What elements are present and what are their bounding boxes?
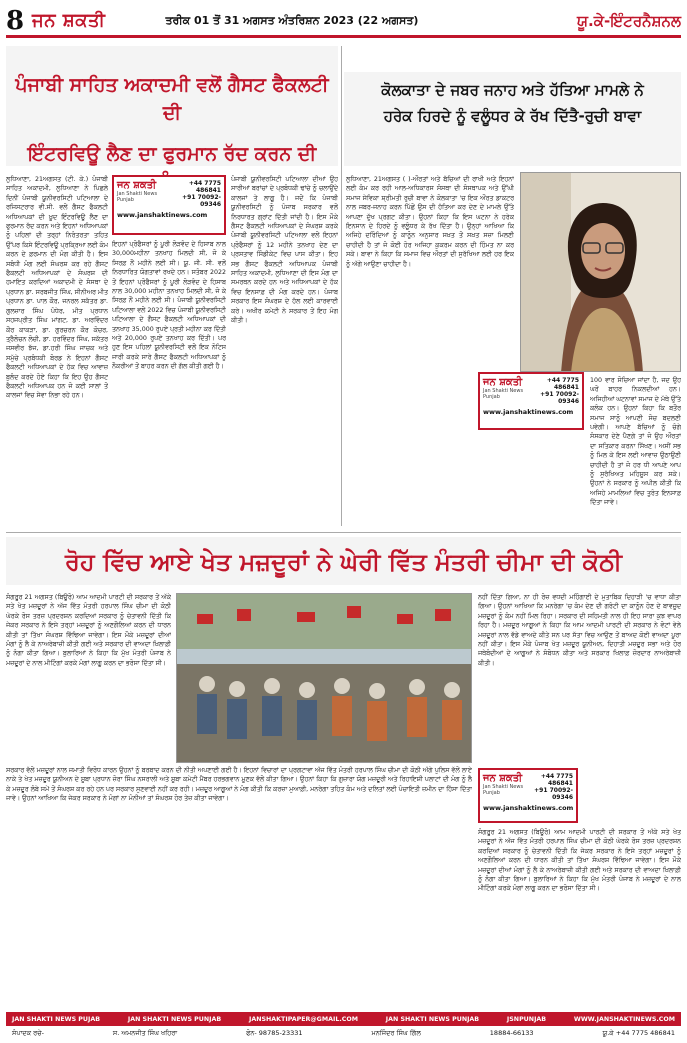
footer-instagram-link[interactable]: JAN SHAKTI NEWS PUNJAB <box>385 1015 480 1023</box>
ad-phone-india: +91 70092-09346 <box>534 787 573 801</box>
story3-col3-text: ਨਹੀਂ ਦਿੱਤਾ ਗਿਆ, ਨਾ ਹੀ ਰੋਜ਼ ਵਧਦੀ ਮਹਿੰਗਾਈ ਦੇ ਮੁਤਾਬਿਕ ਦਿਹਾੜੀ 'ਚ ਵਾਧਾ ਕੀਤਾ ਗਿਆ। ਉਹਨਾਂ ਆਖਿਆ ਕਿ ਮਨਰੇਗਾ 'ਚ ਕੰਮ ਦੇਣ ਦੀ ਗਰੰਟੀ ਦਾ ਕਾਨੂੰਨ ਹੋਣ ਦੇ ਬਾਵਜੂਦ ਮਜ਼ਦੂਰਾਂ ਨੂੰ ਕੰਮ ਨਹੀਂ ਮਿਲ ਰਿਹਾ। ਸਰਕਾਰ ਦੀ ਸਹਿਮਤੀ ਨਾਲ ਹੀ ਇਹ ਸਾਰਾ ਕੁਝ ਵਾਪਰ ਰਿਹਾ ਹੈ। ਮਜ਼ਦੂਰ ਆਗੂਆਂ ਨੇ ਕਿਹਾ ਕਿ ਆਮ ਆਦਮੀ ਪਾਰਟੀ ਦੀ ਸਰਕਾਰ ਨੇ ਵੋਟਾਂ ਵੇਲੇ ਮਜ਼ਦੂਰਾਂ ਨਾਲ ਵੱਡੇ ਵਾਅਦੇ ਕੀਤੇ ਸਨ ਪਰ ਸੱਤਾ ਵਿਚ ਆਉਣ ਤੋਂ ਬਾਅਦ ਕੋਈ ਵਾਅਦਾ ਪੂਰਾ ਨਹੀਂ ਕੀਤਾ। ਇਸ ਮੌਕੇ ਪੰਜਾਬ ਖੇਤ ਮਜ਼ਦੂਰ ਯੂਨੀਅਨ, ਦਿਹਾਤੀ ਮਜ਼ਦੂਰ ਸਭਾ ਅਤੇ ਹੋਰ ਜਥੇਬੰਦੀਆਂ ਦੇ ਆਗੂਆਂ ਨੇ ਸੰਬੋਧਨ ਕੀਤਾ ਅਤੇ ਸਰਕਾਰ ਖਿਲਾਫ਼ ਜ਼ੋਰਦਾਰ ਨਾਅਰੇਬਾਜ਼ੀ ਕੀਤੀ। <box>478 594 681 667</box>
story3-col4-text: ਸੰਗਰੂਰ 21 ਅਗਸਤ (ਬਿਊਰੋ) ਆਮ ਆਦਮੀ ਪਾਰਟੀ ਦੀ ਸਰਕਾਰ ਤੋਂ ਅੱਕੇ ਸਤੇ ਖੇਤ ਮਜ਼ਦੂਰਾਂ ਨੇ ਅੱਜ ਵਿੱਤ ਮੰਤਰੀ ਹਰਪਾਲ ਸਿੰਘ ਚੀਮਾ ਦੀ ਕੋਠੀ ਘੇਰਕੇ ਰੋਸ ਤਰਜ਼ ਪ੍ਰਦਰਸ਼ਨ ਕਰਦਿਆਂ ਸਰਕਾਰ ਨੂੰ ਚੇਤਾਵਨੀ ਦਿੱਤੀ ਕਿ ਜੇਕਰ ਸਰਕਾਰ ਨੇ ਇਸੇ ਤਰ੍ਹਾਂ ਮਜ਼ਦੂਰਾਂ ਨੂੰ ਅਣਗੌਲਿਆਂ ਕਰਨ ਦੀ ਧਾਰਨ ਕੀਤੀ ਤਾਂ ਤਿੱਖਾ ਸੰਘਰਸ਼ ਵਿੱਢਿਆ ਜਾਵੇਗਾ। ਇਸ ਮੌਕੇ ਮਜ਼ਦੂਰਾਂ ਦੀਆਂ ਮੰਗਾਂ ਨੂੰ ਲੈ ਕੇ ਨਾਅਰੇਬਾਜ਼ੀ ਕੀਤੀ ਗਈ ਅਤੇ ਸਰਕਾਰ ਦੀ ਵਾਅਦਾ ਖ਼ਿਲਾਫ਼ੀ ਨੂੰ ਨੰਗਾ ਕੀਤਾ ਗਿਆ। ਬੁਲਾਰਿਆਂ ਨੇ ਕਿਹਾ ਕਿ ਮੁੱਖ ਮੰਤਰੀ ਪੰਜਾਬ ਨੇ ਮਜ਼ਦੂਰਾਂ ਦੇ ਨਾਲ ਮੀਟਿੰਗਾਂ ਕਰਕੇ ਮੰਗਾਂ ਲਾਗੂ ਕਰਨ ਦਾ ਭਰੋਸਾ ਦਿੱਤਾ ਸੀ। <box>478 829 681 893</box>
ad-subtitle: Jan Shakti News Punjab <box>483 388 524 400</box>
footer-editor-label: ਸੰਪਾਦਕ ਰਚੇ- <box>12 1028 44 1037</box>
page-number: 8 <box>6 5 25 36</box>
ad-phone-india: +91 70092-09346 <box>540 391 579 405</box>
footer-website-link[interactable]: WWW.JANSHAKTINEWS.COM <box>573 1015 675 1023</box>
story1-headline-box <box>6 46 338 166</box>
ad-url: www.janshaktinews.com <box>483 408 574 416</box>
story2-headline-line1: ਕੋਲਕਾਤਾ ਦੇ ਜਬਰ ਜਨਾਹ ਅਤੇ ਹੱਤਿਆ ਮਾਮਲੇ ਨੇ <box>381 81 644 99</box>
edition-label: ਯੂ.ਕੇ-ਇੰਟਰਨੈਸ਼ਨਲ <box>577 11 681 30</box>
story1-col2-text: ਇਹਨਾਂ ਪ੍ਰੋਫੈਸਰਾਂ ਨੂੰ ਪੂਰੀ ਲੋੜਵੰਦ ਦੇ ਹਿਸਾਬ ਨਾਲ 30,000ਮਹੀਨਾ ਤਨਖਾਹ ਮਿਲਦੀ ਸੀ, ਜੋ ਕੇ ਸਿਰਫ਼ ਨੌਂ ਮਹੀਨੇ ਲਈ ਸੀ। ਯੂ. ਜੀ. ਸੀ. ਵਲੋਂ ਨਿਰਧਾਰਿਤ ਯੋਗਤਾਵਾਂ ਰਖਦੇ ਹਨ। ਸਤੰਬਰ 2022 ਤੋਂ ਇਹਨਾਂ ਪ੍ਰੋਫੈਸਰਾਂ ਨੂੰ ਪੂਰੀ ਲੋੜਵੰਦ ਦੇ ਹਿਸਾਬ ਨਾਲ 30,000 ਮਹੀਨਾ ਤਨਖਾਹ ਮਿਲਦੀ ਸੀ, ਜੋ ਕੇ ਸਿਰਫ਼ ਨੌਂ ਮਹੀਨੇ ਲਈ ਸੀ। ਪੰਜਾਬੀ ਯੂਨੀਵਰਸਿਟੀ ਪਟਿਆਲਾ ਵਲੋਂ 2022 ਵਿਚ ਪੰਜਾਬੀ ਯੂਨੀਵਰਸਿਟੀ ਪਟਿਆਲਾ ਦੇ ਗੈਸਟ ਫੈਕਲਟੀ ਅਧਿਆਪਕਾਂ ਦੀ ਤਨਖਾਹ 35,000 ਰੁਪਏ ਪ੍ਰਤੀ ਮਹੀਨਾ ਕਰ ਦਿੱਤੀ ਅਤੇ 20,000 ਰੁਪਏ ਤਨਖਾਹ ਕਰ ਦਿੱਤੀ। ਪਰ ਹੁਣ ਇਸ ਪਹਿਲਾਂ ਯੂਨੀਵਰਸਿਟੀ ਵਲੋਂ ਇਕ ਨੋਟਿਸ ਜਾਰੀ ਕਰਕੇ ਸਾਰੇ ਗੈਸਟ ਫੈਕਲਟੀ ਅਧਿਆਪਕਾਂ ਨੂੰ ਨੌਕਰੀਆਂ ਤੋਂ ਬਾਹਰ ਕਰਨ ਦੀ ਗੱਲ ਕੀਤੀ ਗਈ ਹੈ। <box>112 241 226 371</box>
story1-col1-text: ਲੁਧਿਆਣਾ, 21ਅਗਸਤ (ਟੀ. ਕੇ.) ਪੰਜਾਬੀ ਸਾਹਿਤ ਅਕਾਦਮੀ, ਲੁਧਿਆਣਾ ਨੇ ਪਿਛਲੇ ਦਿਨੀਂ ਪੰਜਾਬੀ ਯੂਨੀਵਰਸਿਟੀ ਪਟਿਆਲਾ ਦੇ ਰਜਿਸਟਰਾਰ ਵੀ.ਸੀ. ਵਲੋਂ ਗੈਸਟ ਫੈਕਲਟੀ ਅਧਿਆਪਕਾਂ ਦੀ ਖ਼ੂਦ ਇੰਟਰਵਿਊ ਲੈਣ ਦਾ ਫੁਰਮਾਨ ਰੱਦ ਕਰਨ ਅਤੇ ਇਹਨਾਂ ਅਧਿਆਪਕਾਂ ਨੂੰ ਪਹਿਲਾਂ ਦੀ ਤਰ੍ਹਾਂ ਨਿਰੰਤਰਤਾ ਤਹਿਤ ਉੱਪਰ ਕਿਸੇ ਇੰਟਰਵਿਊ ਪ੍ਰਕ੍ਰਿਆ ਲਈ ਕੰਮ ਕਰਨ ਦੇ ਫ਼ਰਮਾਨ ਦੀ ਮੰਗ ਕੀਤੀ ਹੈ। ਇਸ ਸਬੰਧੀ ਮੰਗ ਲਈ ਸੰਘਰਸ਼ ਕਰ ਰਹੇ ਗੈਸਟ ਫੈਕਲਟੀ ਅਧਿਆਪਕਾਂ ਦੇ ਸੰਘਰਸ਼ ਦੀ ਹਮਾਇਤ ਕਰਦਿਆਂ ਅਕਾਦਮੀ ਦੇ ਸੰਸਥਾ ਦੇ ਪ੍ਰਧਾਨ ਡਾ. ਸਰਬਜੀਤ ਸਿੰਘ, ਸੀਨੀਅਰ ਮੀਤ ਪ੍ਰਧਾਨ ਡਾ. ਪਾਲ ਕੌਰ, ਜਨਰਲ ਸਕੱਤਰ ਡਾ. ਗੁਲਜ਼ਾਰ ਸਿੰਘ ਪੰਧੇਰ, ਮੀਤ ਪ੍ਰਧਾਨ ਸਹਜਪ੍ਰੀਤ ਸਿੰਘ ਮਾਂਗਟ, ਡਾ. ਅਰਵਿੰਦਰ ਕੌਰ ਕਾਕੜਾ, ਡਾ. ਗੁਰਚਰਨ ਕੌਰ ਕੋਚਰ, ਤ੍ਰੈਲੋਚਨ ਲੋਚੀ, ਡਾ. ਹਰਵਿੰਦਰ ਸਿੰਘ, ਸਕੱਤਰ ਜਸਵੀਰ ਝੱਜ, ਡਾ.ਹਰੀ ਸਿੰਘ ਜਾਚਕ ਅਤੇ ਸਮੁੱਚੇ ਪ੍ਰਬੰਧਕੀ ਬੋਰਡ ਨੇ ਇਹਨਾਂ ਗੈਸਟ ਫੈਕਲਟੀ ਅਧਿਆਪਕਾਂ ਦੇ ਹੱਕ ਵਿਚ ਆਵਾਜ਼ ਬੁਲੰਦ ਕਰਦੇ ਹੋਏ ਕਿਹਾ ਕਿ ਇਹ ਉਹ ਗੈਸਟ ਫੈਕਲਟੀ ਅਧਿਆਪਕ ਹਨ ਜੋ ਕਈ ਸਾਲਾਂ ਤੋਂ ਕਾਲਜਾਂ ਵਿਚ ਸੇਵਾ ਨਿਭਾ ਰਹੇ ਹਨ। <box>6 176 108 400</box>
masthead <box>6 6 681 38</box>
story2-col1-text: ਲੁਧਿਆਣਾ, 21ਅਗਸਤ ( )-ਔਰਤਾਂ ਅਤੇ ਬੱਚਿਆਂ ਦੀ ਰਾਖੀ ਅਤੇ ਇਹਨਾਂ ਲਈ ਕੰਮ ਕਰ ਰਹੀ ਆਲ-ਅਧਿਕਾਰਸ ਸੰਸਥਾ ਦੀ ਸੰਸਥਾਪਕ ਅਤੇ ਉੱਘੀ ਸਮਾਜ ਸੇਵਿਕਾ ਸ਼੍ਰੀਮਤੀ ਰੁਚੀ ਬਾਵਾ ਨੇ ਕੋਲਕਾਤਾ 'ਚ ਇਕ ਔਰਤ ਡਾਕਟਰ ਨਾਲ ਜਬਰ-ਜਨਾਹ ਕਰਨ ਪਿੱਛੋਂ ਉਸ ਦੀ ਹੱਤਿਆ ਕਰ ਦੇਣ ਦੇ ਮਾਮਲੇ ਉੱਤੇ ਆਪਣਾ ਦੁੱਖ ਪ੍ਰਗਟ ਕੀਤਾ। ਉਹਨਾਂ ਕਿਹਾ ਕਿ ਇਸ ਘਟਨਾ ਨੇ ਹਰੇਕ ਇਨਸਾਨ ਦੇ ਹਿਰਦੇ ਨੂੰ ਵਲੂੰਧਰ ਕੇ ਰੱਖ ਦਿੱਤਾ ਹੈ। ਉਨ੍ਹਾਂ ਆਖਿਆ ਕਿ ਅਜਿਹੇ ਦਰਿੰਦਿਆਂ ਨੂੰ ਕਾਨੂੰਨ ਅਨੁਸਾਰ ਸਖ਼ਤ ਤੋਂ ਸਖ਼ਤ ਸਜ਼ਾ ਮਿਲਣੀ ਚਾਹੀਦੀ ਹੈ ਤਾਂ ਜੋ ਕੋਈ ਹੋਰ ਅਜਿਹਾ ਕੁਕਰਮ ਕਰਨ ਦੀ ਹਿੰਮਤ ਨਾ ਕਰ ਸਕੇ। ਬਾਵਾ ਨੇ ਕਿਹਾ ਕਿ ਸਮਾਜ ਵਿਚ ਔਰਤਾਂ ਦੀ ਸੁਰੱਖਿਆ ਲਈ ਹਰ ਇਕ ਨੂੰ ਅੱਗੇ ਆਉਣਾ ਚਾਹੀਦਾ ਹੈ। <box>346 176 514 268</box>
story1-headline-line1: ਪੰਜਾਬੀ ਸਾਹਿਤ ਅਕਾਦਮੀ ਵਲੋਂ ਗੈਸਟ ਫੈਕਲਟੀ ਦੀ <box>15 74 329 124</box>
story3-col1-text: ਸੰਗਰੂਰ 21 ਅਗਸਤ (ਬਿਊਰੋ) ਆਮ ਆਦਮੀ ਪਾਰਟੀ ਦੀ ਸਰਕਾਰ ਤੋਂ ਅੱਕੇ ਸਤੇ ਖੇਤ ਮਜ਼ਦੂਰਾਂ ਨੇ ਅੱਜ ਵਿੱਤ ਮੰਤਰੀ ਹਰਪਾਲ ਸਿੰਘ ਚੀਮਾ ਦੀ ਕੋਠੀ ਘੇਰਕੇ ਰੋਸ ਤਰਜ਼ ਪ੍ਰਦਰਸ਼ਨ ਕਰਦਿਆਂ ਸਰਕਾਰ ਨੂੰ ਚੇਤਾਵਨੀ ਦਿੱਤੀ ਕਿ ਜੇਕਰ ਸਰਕਾਰ ਨੇ ਇਸੇ ਤਰ੍ਹਾਂ ਮਜ਼ਦੂਰਾਂ ਨੂੰ ਅਣਗੌਲਿਆਂ ਕਰਨ ਦੀ ਧਾਰਨ ਕੀਤੀ ਤਾਂ ਤਿੱਖਾ ਸੰਘਰਸ਼ ਵਿੱਢਿਆ ਜਾਵੇਗਾ। ਇਸ ਮੌਕੇ ਮਜ਼ਦੂਰਾਂ ਦੀਆਂ ਮੰਗਾਂ ਨੂੰ ਲੈ ਕੇ ਨਾਅਰੇਬਾਜ਼ੀ ਕੀਤੀ ਗਈ ਅਤੇ ਸਰਕਾਰ ਦੀ ਵਾਅਦਾ ਖ਼ਿਲਾਫ਼ੀ ਨੂੰ ਨੰਗਾ ਕੀਤਾ ਗਿਆ। ਬੁਲਾਰਿਆਂ ਨੇ ਕਿਹਾ ਕਿ ਮੁੱਖ ਮੰਤਰੀ ਪੰਜਾਬ ਨੇ ਮਜ਼ਦੂਰਾਂ ਦੇ ਨਾਲ ਮੀਟਿੰਗਾਂ ਕਰਕੇ ਮੰਗਾਂ ਲਾਗੂ ਕਰਨ ਦਾ ਭਰੋਸਾ ਦਿੱਤਾ ਸੀ। <box>6 594 171 667</box>
story2-headline-line2: ਹਰੇਕ ਹਿਰਦੇ ਨੂੰ ਵਲੂੰਧਰ ਕੇ ਰੱਖ ਦਿੱਤੈ-ਰੁਚੀ ਬਾਵਾ <box>383 106 642 125</box>
ad-phone-india: +91 70092-09346 <box>182 194 221 208</box>
ad-phone-uk: +44 7775 486841 <box>188 180 221 194</box>
story1-column-1 <box>6 175 108 525</box>
ad-logo: ਜਨ ਸ਼ਕਤੀ <box>483 377 523 388</box>
story3-column-1 <box>6 593 171 723</box>
story2-headline-box <box>344 72 681 166</box>
ad-phone-uk: +44 7775 486841 <box>540 773 573 787</box>
brand-logo: ਜਨ ਸ਼ਕਤੀ <box>32 10 106 31</box>
footer-uk-phone: ਯੂ.ਕੇ +44 7775 486841 <box>602 1028 675 1037</box>
protest-photo <box>176 593 472 763</box>
ad-logo: ਜਨ ਸ਼ਕਤੀ <box>117 180 157 191</box>
footer-facebook-link[interactable]: JAN SHAKTI NEWS PUJAB <box>12 1015 101 1023</box>
footer-email-link[interactable]: JANSHAKTIPAPER@GMAIL.COM <box>249 1015 358 1023</box>
story3-column-4 <box>478 828 681 1006</box>
story1-column-3 <box>231 175 338 525</box>
protest-illustration <box>177 594 472 763</box>
story1-col3-text: ਪੰਜਾਬੀ ਯੂਨੀਵਰਸਿਟੀ ਪਟਿਆਲਾ ਦੀਆਂ ਉਹ ਸਾਰੀਆਂ ਬਰਾਂਚਾਂ ਦੇ ਪ੍ਰਬੰਧਕੀ ਢਾਂਚੇ ਨੂੰ ਚਲਾਉਂਦੇ ਕਾਲਜਾਂ ਤੇ ਲਾਗੂ ਹੈ। ਜਦੋਂ ਕਿ ਪੰਜਾਬੀ ਯੂਨੀਵਰਸਿਟੀ ਨੂੰ ਪੰਜਾਬ ਸਰਕਾਰ ਵਲੋਂ ਨਿਰਧਾਰਤ ਗ੍ਰਾਂਟ ਦਿੱਤੀ ਜਾਂਦੀ ਹੈ। ਇਸ ਮੌਕੇ ਗੈਸਟ ਫੈਕਲਟੀ ਅਧਿਆਪਕਾਂ ਦੇ ਸੰਘਰਸ਼ ਕਰਕੇ ਪੰਜਾਬੀ ਯੂਨੀਵਰਸਿਟੀ ਪਟਿਆਲਾ ਵਲੋਂ ਇਹਨਾਂ ਪ੍ਰੋਫੈਸਰਾਂ ਨੂੰ 12 ਮਹੀਨੇ ਤਨਖਾਹ ਦੇਣ ਦਾ ਪ੍ਰਸਤਾਵ ਸਿੰਡੀਕੇਟ ਵਿਚ ਪਾਸ ਕੀਤਾ। ਇਹ ਸਭ ਗੈਸਟ ਫੈਕਲਟੀ ਅਧਿਆਪਕ ਪੰਜਾਬੀ ਸਾਹਿਤ ਅਕਾਦਮੀ, ਲੁਧਿਆਣਾ ਦੀ ਇਸ ਮੰਗ ਦਾ ਸਮਰਥਨ ਕਰਦੇ ਹਨ ਅਤੇ ਅਧਿਆਪਕਾਂ ਦੇ ਹੱਕ ਵਿਚ ਇਨਸਾਫ਼ ਦੀ ਮੰਗ ਕਰਦੇ ਹਨ। ਪੰਜਾਬ ਸਰਕਾਰ ਇਸ ਸੰਘਰਸ਼ ਦੇ ਹੱਲ ਲਈ ਕਾਰਵਾਈ ਕਰੇ। ਅਖੀਰ ਕਮੇਟੀ ਨੇ ਸਰਕਾਰ ਤੋਂ ਇਹ ਮੰਗ ਕੀਤੀ। <box>231 176 338 325</box>
story3-headline: ਰੋਹ ਵਿੱਚ ਆਏ ਖੇਤ ਮਜ਼ਦੂਰਾਂ ਨੇ ਘੇਰੀ ਵਿੱਤ ਮੰਤਰੀ ਚੀਮਾ ਦੀ ਕੋਠੀ <box>65 548 622 576</box>
story3-column-3 <box>478 593 681 763</box>
story3-headline-box <box>6 537 681 585</box>
story1-headline-line2: ਇੰਟਰਵਿਊ ਲੈਣ ਦਾ ਫੁਰਮਾਨ ਰੱਦ ਕਰਨ ਦੀ <box>27 143 317 166</box>
ad-logo: ਜਨ ਸ਼ਕਤੀ <box>483 773 523 784</box>
footer-manager-phone: 18884-66133 <box>489 1029 534 1037</box>
story2-col2-text: 100 ਵਾਰ ਸੋਚਿਆ ਜਾਂਦਾ ਹੈ, ਜਦ ਉਹ ਘਰੋਂ ਬਾਹਰ ਨਿਕਲਦੀਆਂ ਹਨ। ਅਜਿਹੀਆਂ ਘਟਨਾਵਾਂ ਸਮਾਜ ਦੇ ਮੱਥੇ ਉੱਤੇ ਕਲੰਕ ਹਨ। ਉਹਨਾਂ ਕਿਹਾ ਕਿ ਬਤੌਰ ਸਮਾਜ ਸਾਨੂੰ ਆਪਣੀ ਸੋਚ ਬਦਲਣੀ ਪਵੇਗੀ। ਆਪਣੇ ਬੱਚਿਆਂ ਨੂੰ ਚੰਗੇ ਸੰਸਕਾਰ ਦੇਣੇ ਪੈਣਗੇ ਤਾਂ ਜੋ ਉਹ ਔਰਤਾਂ ਦਾ ਸਤਿਕਾਰ ਕਰਨਾ ਸਿੱਖਣ। ਅਸੀਂ ਸਭ ਨੂੰ ਮਿਲ ਕੇ ਇਸ ਲਈ ਆਵਾਜ਼ ਉਠਾਉਣੀ ਚਾਹੀਦੀ ਹੈ ਤਾਂ ਜੋ ਹਰ ਧੀ ਆਪਣੇ ਆਪ ਨੂੰ ਸੁਰੱਖਿਅਤ ਮਹਿਸੂਸ ਕਰ ਸਕੇ। ਉਹਨਾਂ ਨੇ ਸਰਕਾਰ ਨੂੰ ਅਪੀਲ ਕੀਤੀ ਕਿ ਅਜਿਹੇ ਮਾਮਲਿਆਂ ਵਿਚ ਤੁਰੰਤ ਇਨਸਾਫ਼ ਦਿੱਤਾ ਜਾਵੇ। <box>590 377 681 507</box>
column-divider <box>341 46 342 526</box>
footer-social-bar <box>6 1012 681 1026</box>
ad-url: www.janshaktinews.com <box>483 804 574 812</box>
story2-column-2 <box>590 376 681 526</box>
footer-manager-name: ਮਨਜਿੰਦਰ ਸਿੰਘ ਗਿੱਲ <box>371 1028 421 1037</box>
story2-column-1 <box>346 175 514 525</box>
advertisement-box-2 <box>478 372 584 430</box>
ad-phone-uk: +44 7775 486841 <box>546 377 579 391</box>
dateline: ਤਰੀਕ 01 ਤੋਂ 31 ਅਗਸਤ ਅੰਤਰਿਸ਼ਨ 2023 (22 ਅਗਸਤ) <box>165 13 419 27</box>
ad-subtitle: Jan Shakti News Punjab <box>483 784 524 796</box>
footer-editor-name: ਸ. ਅਮਨਜੀਤ ਸਿੰਘ ਖਹਿਰਾ <box>112 1028 178 1037</box>
ad-subtitle: Jan Shakti News Punjab <box>117 191 158 203</box>
footer-twitter-link[interactable]: JSNPUNJAB <box>506 1015 547 1023</box>
section-divider <box>6 532 681 533</box>
footer-youtube-link[interactable]: JAN SHAKTI NEWS PUNJAB <box>127 1015 222 1023</box>
portrait-illustration <box>521 173 681 372</box>
story3-col2-text: ਸਰਕਾਰ ਵੱਲੋਂ ਮਜ਼ਦੂਰਾਂ ਨਾਲ ਜਮਾਤੀ ਵਿਰੋਧ ਕਾਰਨ ਉਹਨਾਂ ਨੂੰ ਬਰਬਾਦ ਕਰਨ ਦੀ ਨੀਤੀ ਅਪਣਾਈ ਗਈ ਹੈ। ਇਹਨਾਂ ਵਿਚਾਰਾਂ ਦਾ ਪ੍ਰਗਟਾਵਾ ਅੱਜ ਵਿੱਤ ਮੰਤਰੀ ਹਰਪਾਲ ਸਿੰਘ ਚੀਮਾ ਦੀ ਕੋਠੀ ਅੱਗੇ ਪੁਲਿਸ ਵੱਲੋਂ ਲਾਏ ਨਾਕੇ ਤੇ ਖੇਤ ਮਜ਼ਦੂਰ ਯੂਨੀਅਨ ਦੇ ਸੂਬਾ ਪ੍ਰਧਾਨ ਜ਼ੋਰਾ ਸਿੰਘ ਨਸਰਾਲੀ ਅਤੇ ਸੂਬਾ ਕਮੇਟੀ ਮੈਂਬਰ ਹਰਭਗਵਾਨ ਮੂਣਕ ਵੱਲੋਂ ਕੀਤਾ ਗਿਆ। ਉਹਨਾਂ ਕਿਹਾ ਕਿ ਗੁਜ਼ਾਰਾ ਯੋਗ ਮਜ਼ਦੂਰੀ ਅਤੇ ਰਿਹਾਇਸ਼ੀ ਪਲਾਟਾਂ ਦੀ ਮੰਗ ਨੂੰ ਲੈ ਕੇ ਮਜ਼ਦੂਰ ਲੰਬੇ ਸਮੇਂ ਤੋਂ ਸੰਘਰਸ਼ ਕਰ ਰਹੇ ਹਨ ਪਰ ਸਰਕਾਰ ਸੁਣਵਾਈ ਨਹੀਂ ਕਰ ਰਹੀ। ਮਜ਼ਦੂਰ ਆਗੂਆਂ ਨੇ ਮੰਗ ਕੀਤੀ ਕਿ ਕਰਜ਼ਾ ਮੁਆਫ਼ੀ, ਮਨਰੇਗਾ ਤਹਿਤ ਕੰਮ ਅਤੇ ਦਲਿਤਾਂ ਲਈ ਪੰਚਾਇਤੀ ਜ਼ਮੀਨ ਦਾ ਹਿੱਸਾ ਦਿੱਤਾ ਜਾਵੇ। ਉਹਨਾਂ ਆਖਿਆ ਕਿ ਜੇਕਰ ਸਰਕਾਰ ਨੇ ਮੰਗਾਂ ਨਾ ਮੰਨੀਆਂ ਤਾਂ ਸੰਘਰਸ਼ ਹੋਰ ਤੇਜ਼ ਕੀਤਾ ਜਾਵੇਗਾ। <box>6 767 472 803</box>
story1-column-2 <box>112 240 226 525</box>
footer-office-phone: ਫੋਨ- 98785-23331 <box>246 1028 303 1037</box>
portrait-photo <box>520 172 681 372</box>
story3-column-2 <box>6 766 472 1006</box>
advertisement-box <box>112 175 226 235</box>
advertisement-box-3 <box>478 768 578 823</box>
ad-url: www.janshaktinews.com <box>117 211 208 219</box>
footer-credits <box>6 1027 681 1039</box>
